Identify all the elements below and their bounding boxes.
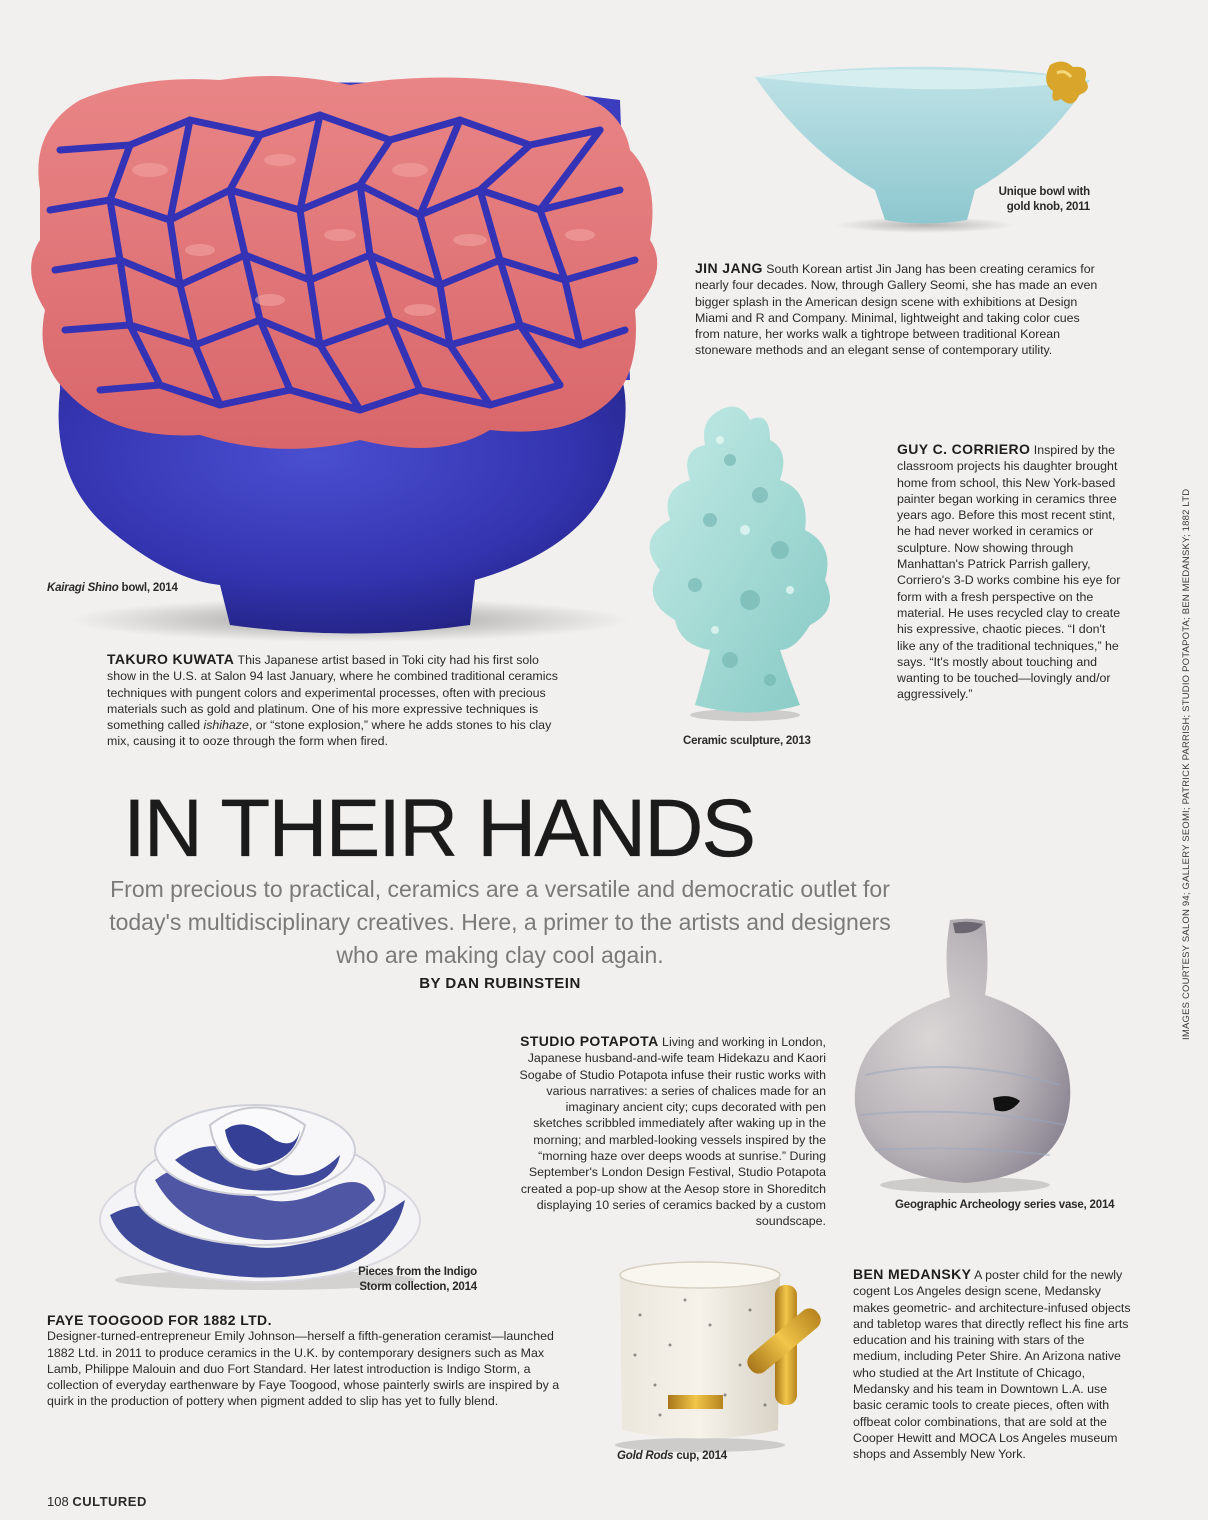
kairagi-shino-bowl-photo bbox=[20, 60, 670, 645]
page-title: IN THEIR HANDS bbox=[123, 783, 755, 874]
artist-name: STUDIO POTAPOTA bbox=[520, 1033, 659, 1049]
photo-credit: IMAGES COURTESY SALON 94; GALLERY SEOMI; PATRICK PARRISH; STUDIO POTAPOTA; BEN MEDANSKY; 1882 LTD bbox=[1181, 488, 1192, 1040]
magazine-name: CULTURED bbox=[72, 1494, 147, 1509]
geographic-archeology-vase-photo bbox=[835, 915, 1090, 1200]
toogood-caption: Pieces from the Indigo Storm collection, 2014 bbox=[358, 1266, 477, 1293]
gold-rods-cup-photo bbox=[600, 1255, 840, 1455]
potapota-caption: Geographic Archeology series vase, 2014 bbox=[895, 1199, 1115, 1211]
artist-name: BEN MEDANSKY bbox=[853, 1266, 972, 1282]
artist-name: GUY C. CORRIERO bbox=[897, 441, 1031, 457]
corriero-caption: Ceramic sculpture, 2013 bbox=[683, 735, 811, 747]
artist-name: JIN JANG bbox=[695, 260, 763, 276]
artist-name: FAYE TOOGOOD FOR 1882 LTD. bbox=[47, 1312, 272, 1328]
medansky-paragraph: BEN MEDANSKY A poster child for the newly cogent Los Angeles design scene, Medansky makes geometric- and architecture-infused objects and tabletop wares that directly reflect his fine arts education and his training with stars of the medium, including Peter Shire. An Arizona native who studied at the Art Institute of Chicago, Medansky and his team in Downtown L.A. use basic ceramic tools to create pieces, often with offbeat color combinations, that are sold at the Cooper Hewitt and MOCA Los Angeles museum shops and Assembly New York. bbox=[853, 1266, 1131, 1462]
folio bbox=[47, 1494, 147, 1509]
corriero-paragraph: GUY C. CORRIERO Inspired by the classroom projects his daughter brought home from school, this New York-based painter began working in ceramics three years ago. Before this most recent stint, he had never worked in ceramics or sculpture. Now showing through Manhattan's Patrick Parrish gallery, Corriero's 3-D works combine his eye for form with a fresh perspective on the material. He uses recycled clay to create his expressive, chaotic pieces. “I don't like any of the traditional techniques,” he says. “It's mostly about touching and wanting to be touched—lovingly and/or aggressively.” bbox=[897, 441, 1121, 702]
jang-caption: Unique bowl with gold knob, 2011 bbox=[998, 186, 1090, 213]
ceramic-sculpture-photo bbox=[620, 400, 860, 730]
dek: From precious to practical, ceramics are a versatile and democratic outlet for today's multidisciplinary creatives. Here, a primer to the artists and designers who are making clay cool again. bbox=[109, 876, 891, 968]
page-number: 108 bbox=[47, 1494, 69, 1509]
medansky-caption: Gold Rods cup, 2014 bbox=[617, 1450, 727, 1462]
toogood-paragraph: FAYE TOOGOOD FOR 1882 LTD. Designer-turned-entrepreneur Emily Johnson—herself a fifth-generation ceramist—launched 1882 Ltd. in 2011 to produce ceramics in the U.K. by contemporary designers such as Max Lamb, Philippe Malouin and duo Fort Standard. Her latest introduction is Indigo Storm, a collection of everyday earthenware by Faye Toogood, whose painterly swirls are inspired by a quirk in the production of pottery when pigment added to slip has yet to fully blend. bbox=[47, 1312, 562, 1410]
kuwata-paragraph: TAKURO KUWATA This Japanese artist based in Toki city had his first solo show in the U.S. at Salon 94 last January, where he combined traditional ceramics techniques with pungent colors and experimental processes, often with precious materials such as gold and platinum. One of his more expressive techniques is something called ishihaze, or “stone explosion,” where he adds stones to his clay mix, causing it to ooze through the form when fired. bbox=[107, 651, 558, 749]
byline: BY DAN RUBINSTEIN bbox=[419, 975, 581, 992]
indigo-storm-plates-photo bbox=[95, 1070, 435, 1295]
artist-name: TAKURO KUWATA bbox=[107, 651, 235, 667]
jang-paragraph: JIN JANG South Korean artist Jin Jang has been creating ceramics for nearly four decades. Now, through Gallery Seomi, she has made an even bigger splash in the American design scene with exhibitions at Design Miami and R and Company. Minimal, lightweight and taking color cues from nature, her works walk a tightrope between traditional Korean stoneware methods and an elegant sense of contemporary utility. bbox=[695, 260, 1098, 358]
kuwata-caption: Kairagi Shino bowl, 2014 bbox=[47, 582, 178, 594]
potapota-paragraph: STUDIO POTAPOTA Living and working in London, Japanese husband-and-wife team Hidekazu and Kaori Sogabe of Studio Potapota infuse their rustic works with various narratives: a series of chalices made for an imaginary ancient city; cups decorated with pen sketches scribbled immediately after waking up in the morning; and marbled-looking vessels inspired by the “morning haze over deeps woods at sunrise.” During September's London Design Festival, Studio Potapota created a pop-up show at the Aesop store in Shoreditch displaying 10 series of ceramics backed by a custom soundscape. bbox=[519, 1033, 826, 1229]
